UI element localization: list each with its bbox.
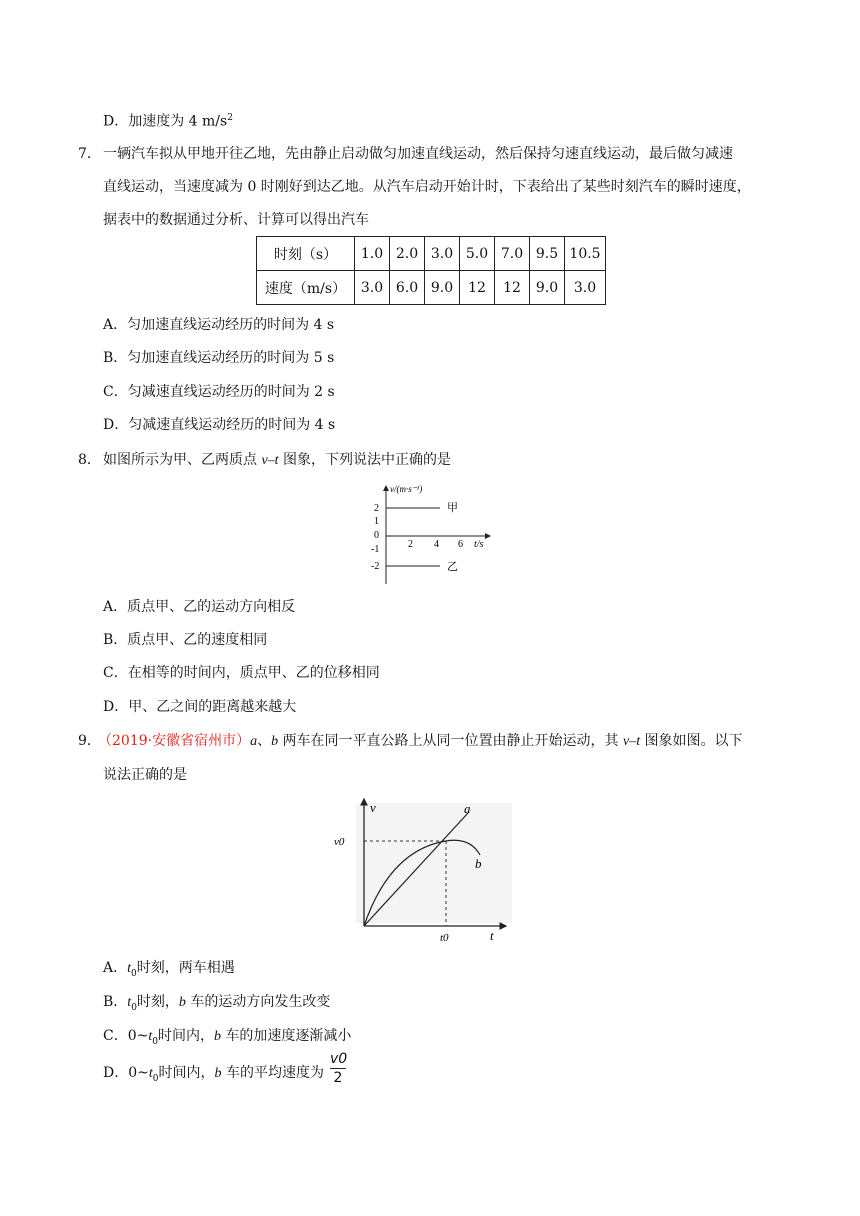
q9-stem-sep: 、 [257,733,272,749]
option-text: 时间内， [157,1028,214,1044]
fraction-v0-over-2 [330,1051,346,1086]
y-axis-label: v/(m·s⁻¹) [390,484,423,494]
q9-var-a: a [250,734,258,749]
table-cell: 3.0 [355,271,390,305]
q7-stem-line2: 直线运动，当速度减为 0 时刚好到达乙地。从汽车启动开始计时，下表给出了某些时刻汽车的瞬时速度， [103,179,751,195]
option-text: 车的平均速度为 [221,1065,324,1081]
label-yi: 乙 [447,561,458,573]
subscript: 0 [152,1073,159,1084]
var-b: b [214,1066,222,1081]
y-tick-label: -2 [371,561,380,572]
q8-stem-after: 图象，下列说法中正确的是 [278,452,452,468]
q9-stem-mid: 两车在同一平直公路上从同一位置由静止开始运动，其 [278,733,623,749]
y-tick-label: 1 [374,516,379,527]
var-b: b [178,995,186,1010]
x-tick-label: 2 [408,539,413,550]
table-cell: 1.0 [355,237,390,271]
table-cell: 12 [460,271,495,305]
q8-vt-graph [362,480,502,586]
subscript: 0 [152,1036,158,1047]
q7-number: 7． [78,146,101,162]
q7-option-b: B．匀加速直线运动经历的时间为 5 s [103,350,335,366]
q9-stem-line2: 说法正确的是 [103,767,187,783]
option-text: 时间内， [158,1065,215,1081]
q7-option-d: D．匀减速直线运动经历的时间为 4 s [103,417,336,433]
table-header-time: 时刻（s） [257,237,355,271]
option-text: 车的运动方向发生改变 [185,994,331,1010]
q7-data-table [256,236,606,305]
subscript: 0 [131,1002,137,1013]
q8-stem-var: v–t [261,453,279,468]
y-tick-label: -1 [371,544,380,555]
y-tick-label: 2 [374,503,379,514]
q9-option-c [103,1026,351,1052]
label-jia: 甲 [447,502,458,514]
option-prefix: A． [103,960,128,976]
table-cell: 9.5 [530,237,565,271]
q9-vt-graph [330,795,520,945]
y-axis-label: v [370,800,376,815]
q9-source: （2019·安徽省宿州市） [98,733,251,749]
q9-option-d [103,1063,324,1089]
q7-option-c: C．匀减速直线运动经历的时间为 2 s [103,384,335,400]
q9-stem-line1 [98,731,743,752]
table-row [257,271,606,305]
table-cell: 5.0 [460,237,495,271]
q9-option-a [103,958,235,984]
q8-option-c: C．在相等的时间内，质点甲、乙的位移相同 [103,665,380,681]
q6-option-d: D．加速度为 4 $m/s^2$ [103,113,233,130]
option-prefix: C．0~ [103,1028,149,1044]
var-t: t [148,1066,153,1081]
q9-stem-end: 图象如图。以下 [640,733,743,749]
q7-stem-line1: 一辆汽车拟从甲地开往乙地，先由静止启动做匀加速直线运动，然后保持匀速直线运动，最后做匀减速 [103,146,733,162]
q8-stem [103,450,451,471]
table-cell: 10.5 [565,237,606,271]
var-t: t [127,961,132,976]
x-axis-label: t [490,928,494,943]
var-t: t [127,995,132,1010]
table-cell: 12 [495,271,530,305]
var-t: t [148,1029,153,1044]
x-tick-label: 6 [458,539,463,550]
curve-a-label: a [464,801,471,816]
q8-option-b: B．质点甲、乙的速度相同 [103,632,268,648]
table-cell: 9.0 [530,271,565,305]
q9-number: 9． [78,733,101,749]
table-cell: 2.0 [390,237,425,271]
var-b: b [213,1029,221,1044]
option-prefix: B． [103,994,128,1010]
q7-option-a: A．匀加速直线运动经历的时间为 4 s [103,317,335,333]
table-cell: 7.0 [495,237,530,271]
q9-var-b: b [271,734,279,749]
graph-background [356,803,512,923]
table-cell: 3.0 [425,237,460,271]
q8-number: 8． [78,452,101,468]
table-cell: 9.0 [425,271,460,305]
fraction-numerator: v0 [330,1051,348,1067]
q9-var-vt: v–t [623,734,641,749]
fraction-denominator: 2 [333,1070,343,1086]
option-text: 时刻，两车相遇 [136,960,235,976]
table-cell: 3.0 [565,271,606,305]
table-cell: 6.0 [390,271,425,305]
curve-b-label: b [475,856,482,871]
option-text: 时刻， [136,994,179,1010]
option-prefix: D．0~ [103,1065,149,1081]
subscript: 0 [131,968,137,979]
q8-option-d: D．甲、乙之间的距离越来越大 [103,699,297,715]
q8-option-a: A．质点甲、乙的运动方向相反 [103,599,296,615]
option-text: 车的加速度逐渐减小 [220,1028,352,1044]
t0-label: t0 [440,932,449,944]
v0-label: v0 [334,836,345,848]
q7-stem-line3: 据表中的数据通过分析、计算可以得出汽车 [103,212,369,228]
table-row [257,237,606,271]
y-tick-label: 0 [374,530,379,541]
q8-stem-before: 如图所示为甲、乙两质点 [103,452,262,468]
fraction-bar [330,1068,346,1069]
x-axis-label: t/s [474,539,484,550]
x-tick-label: 4 [434,539,439,550]
q9-option-b [103,992,330,1018]
table-header-speed: 速度（m/s） [257,271,355,305]
